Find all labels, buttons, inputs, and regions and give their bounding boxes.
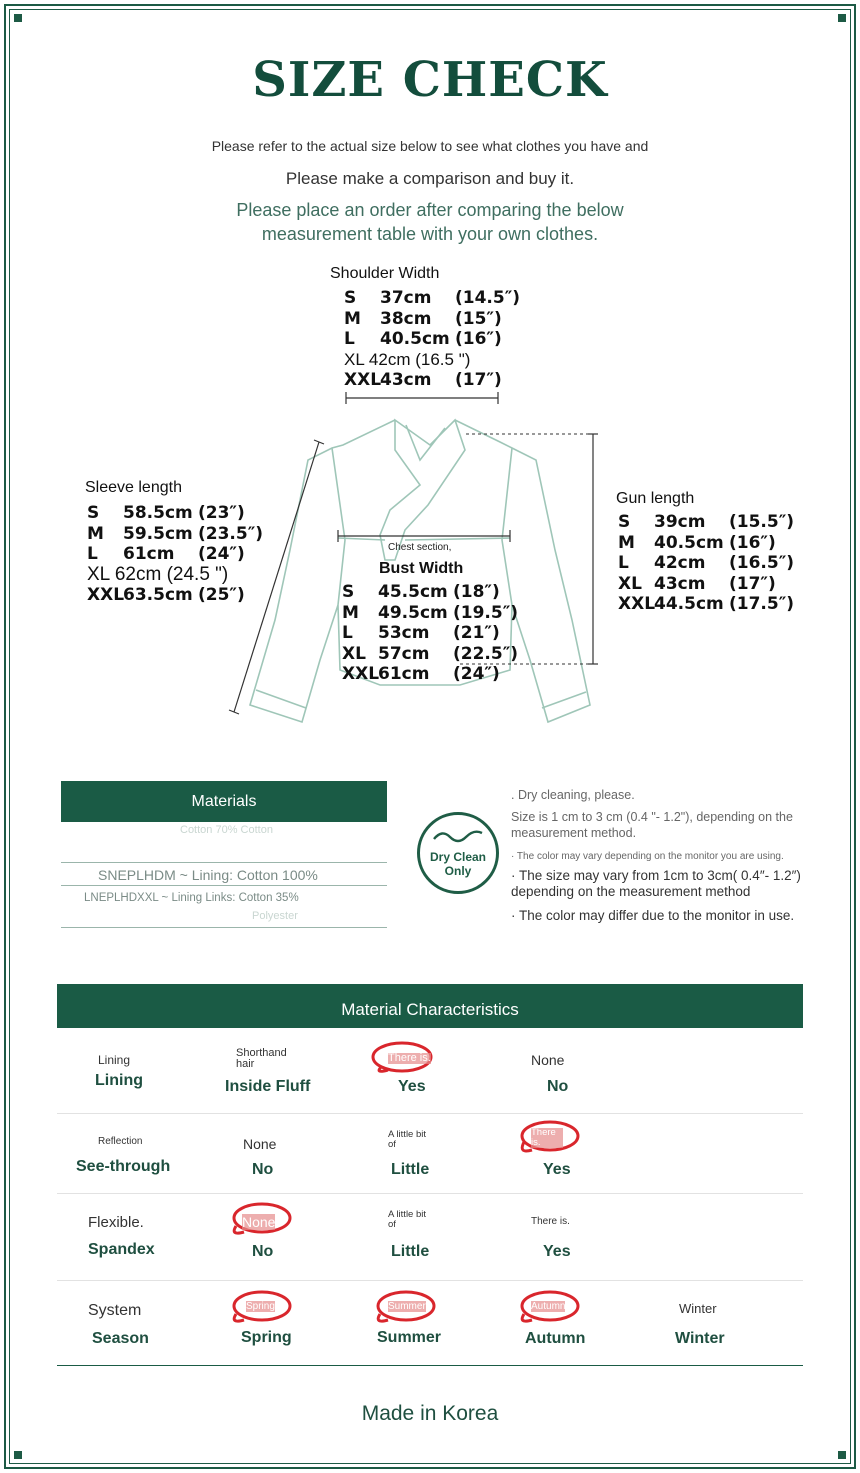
row-label-see-through: See-through [76,1158,171,1175]
dry-clean-text [420,850,496,878]
size-cm: 42cm [368,349,411,369]
bust-label-small: Chest section, [388,542,452,553]
cell-small: Summer [388,1301,426,1312]
size-name: XXL [618,594,656,614]
size-row [344,370,520,391]
size-row [87,585,263,606]
shoulder-width-label: Shoulder Width [330,265,440,282]
dry-clean-line-2: Only [444,864,472,878]
dry-clean-badge [417,812,499,894]
row-label-small: System [88,1302,142,1319]
materials-header: Materials [61,781,387,822]
sleeve-length-label: Sleeve length [85,479,182,496]
size-name: XL [342,643,366,664]
materials-line-2: SNEPLHDM ~ Lining: Cotton 100% [98,867,318,883]
shoulder-size-table [344,288,520,391]
size-inch: (22.5″) [453,643,519,664]
size-row [342,644,518,665]
size-cm: 61cm [123,544,175,564]
cell-small: Autumn [531,1301,566,1312]
size-cm: 38cm [380,308,432,329]
size-row [87,524,263,545]
size-cm: 42cm [654,553,706,573]
size-row [342,664,518,685]
row-divider [57,1193,803,1194]
cell-small: Spring [246,1301,275,1312]
bust-width-label: Bust Width [379,560,464,577]
row-label-season: Season [92,1330,149,1347]
size-row [618,594,794,615]
size-name: M [618,532,635,553]
size-row [618,574,794,595]
size-inch: (24″) [453,664,500,684]
size-inch: (25″) [198,585,245,605]
size-name: XXL [87,585,125,605]
row-label-small: Reflection [98,1136,143,1147]
size-inch: (15″) [455,308,502,329]
cell-yes: Yes [543,1243,571,1260]
size-inch: (15.5″) [729,512,795,532]
size-inch: (19.5″) [453,602,519,623]
size-row [342,623,518,644]
materials-line-1: Cotton 70% Cotton [180,824,273,836]
size-inch: (16.5″) [729,553,795,573]
size-row [344,288,520,309]
size-name: L [344,329,355,349]
size-name: XXL [342,664,380,684]
size-row [344,350,520,371]
size-name: M [87,523,104,544]
size-cm: 43cm [654,573,706,594]
size-name: S [87,503,100,523]
size-inch: (16″) [729,532,776,553]
cell-small: There is. [531,1216,570,1227]
cell-small: None [242,1214,276,1230]
size-row [87,565,263,586]
intro-line-2: Please make a comparison and buy it. [285,169,575,188]
size-cm: 62cm [114,563,162,585]
cell-spring: Spring [241,1329,292,1346]
care-bullet-2: · The color may differ due to the monitor in use. [511,908,795,923]
size-name: XL [618,573,642,594]
cell-small: Winter [679,1301,717,1316]
size-name: S [344,288,357,308]
made-in-label: Made in Korea [361,1402,499,1425]
cell-no: No [547,1078,569,1095]
dry-clean-line-1: Dry Clean [429,850,487,864]
size-cm: 58.5cm [123,503,193,523]
cell-winter: Winter [675,1330,725,1347]
cell-little: Little [391,1243,430,1260]
cell-no: No [252,1243,274,1260]
size-inch: (14.5″) [455,288,521,308]
size-inch: (16.5 ") [415,349,471,369]
size-row [87,544,263,565]
size-row [618,512,794,533]
size-row [618,553,794,574]
corner-mark [14,14,22,22]
size-cm: 39cm [654,512,706,532]
size-cm: 53cm [378,623,430,643]
size-cm: 43cm [380,370,432,390]
table-bottom-line [57,1365,803,1366]
size-inch: (17″) [455,370,502,390]
size-inch: (23″) [198,503,245,523]
cell-no: No [252,1161,274,1178]
size-cm: 61cm [378,664,430,684]
intro-line-1: Please refer to the actual size below to see what clothes you have and [211,138,649,154]
size-cm: 37cm [380,288,432,308]
size-name: L [87,544,98,564]
row-label-small: Flexible. [88,1214,144,1231]
size-name: M [342,602,359,623]
divider [61,927,387,928]
size-inch: (24″) [198,544,245,564]
bust-size-table [342,582,518,685]
care-text-1: . Dry cleaning, please. [511,788,635,802]
characteristics-header: Material Characteristics [57,984,803,1028]
care-bullet-1: · The size may vary from 1cm to 3cm( 0.4″- 1.2″) depending on the measurement method [511,868,801,899]
cell-little: Little [391,1161,430,1178]
size-cm: 59.5cm [123,523,193,544]
size-name: M [344,308,361,329]
materials-line-3: LNEPLHDXXL ~ Lining Links: Cotton 35% [84,892,299,904]
cell-yes: Yes [543,1161,571,1178]
row-divider [57,1280,803,1281]
cell-small: Shorthand hair [236,1047,287,1070]
size-inch: (16″) [455,329,502,349]
row-label-lining: Lining [95,1072,143,1089]
gun-length-label: Gun length [616,490,695,507]
size-row [87,503,263,524]
size-inch: (21″) [453,623,500,643]
size-row [344,329,520,350]
gun-size-table [618,512,794,615]
size-name: XL [344,349,365,369]
size-name: S [342,582,355,602]
size-inch: (17″) [729,573,776,594]
row-label-spandex: Spandex [88,1241,155,1258]
size-row [342,603,518,624]
corner-mark [838,14,846,22]
size-cm: 44.5cm [654,594,724,614]
size-cm: 63.5cm [123,585,193,605]
care-text-2: Size is 1 cm to 3 cm (0.4 "- 1.2"), depending on the measurement method. [511,810,793,840]
size-cm: 40.5cm [380,329,450,349]
wave-icon [432,827,484,843]
size-inch: (18″) [453,582,500,602]
size-cm: 45.5cm [378,582,448,602]
page-title: SIZE CHECK [252,52,608,108]
sleeve-size-table [87,503,263,606]
intro-line-3: Please place an order after comparing the below [236,200,624,220]
size-row [618,533,794,554]
size-name: L [618,553,629,573]
cell-summer: Summer [377,1329,442,1346]
size-cm: 40.5cm [654,532,724,553]
size-row [342,582,518,603]
cell-autumn: Autumn [525,1330,586,1347]
size-name: XXL [344,370,382,390]
corner-mark [14,1451,22,1459]
size-inch: (17.5″) [729,594,795,614]
divider [61,862,387,863]
care-text-3: · The color may vary depending on the monitor you are using. [511,851,784,862]
size-name: L [342,623,353,643]
intro-line-4: measurement table with your own clothes. [261,224,599,244]
materials-line-4: Polyester [252,910,298,922]
cell-yes: Yes [398,1078,426,1095]
size-name: XL [87,563,110,585]
divider [61,885,387,886]
size-cm: 57cm [378,643,430,664]
size-cm: 49.5cm [378,602,448,623]
cell-small: None [531,1052,565,1068]
size-name: S [618,512,631,532]
size-row [344,309,520,330]
corner-mark [838,1451,846,1459]
cell-small: None [243,1136,277,1152]
cell-inside-fluff: Inside Fluff [225,1078,311,1095]
size-inch: (24.5 ") [166,563,229,585]
cell-small: A little bit of [388,1129,427,1150]
size-inch: (23.5″) [198,523,264,544]
row-divider [57,1113,803,1114]
row-label-small: Lining [98,1053,131,1067]
cell-small: There is. [388,1052,431,1064]
cell-small: There is. [531,1128,563,1148]
cell-small: A little bit of [388,1209,427,1230]
